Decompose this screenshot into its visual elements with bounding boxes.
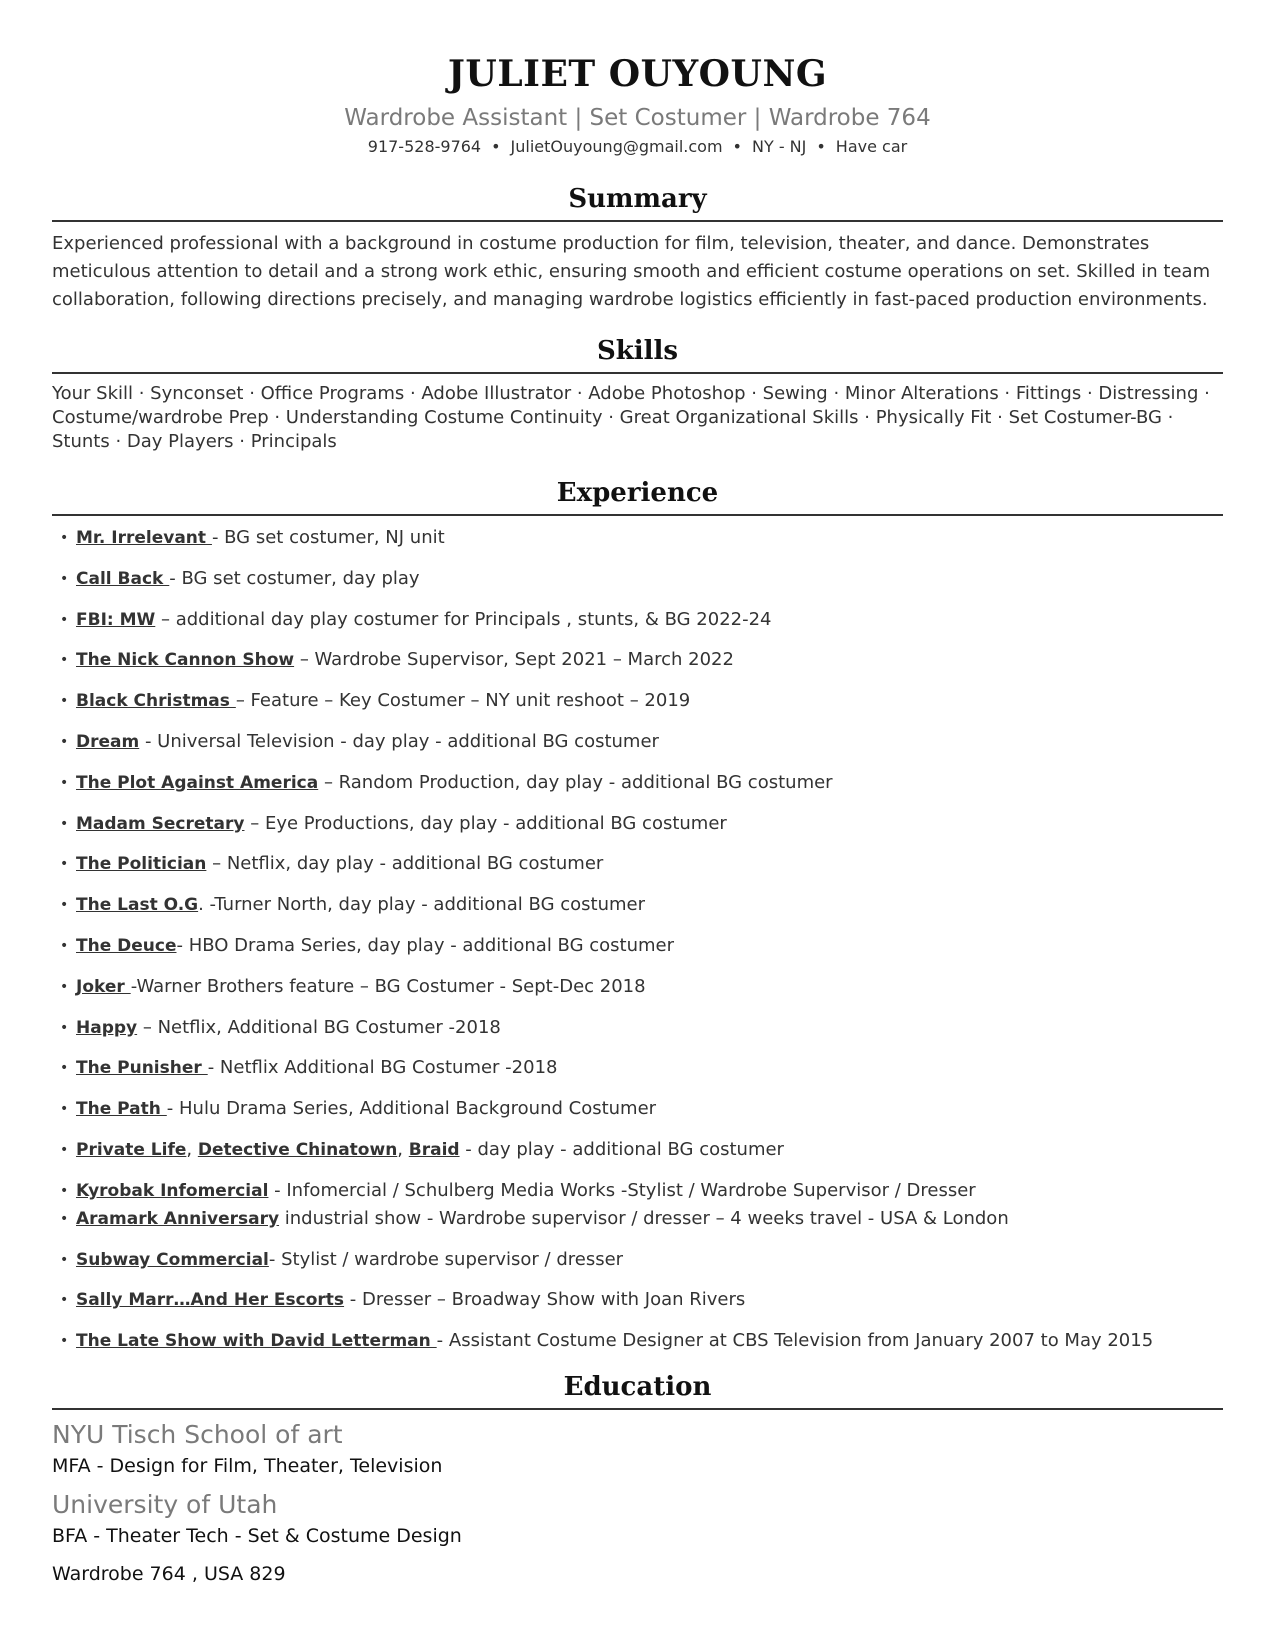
section-divider bbox=[52, 372, 1223, 374]
education-heading: Education bbox=[563, 1371, 712, 1402]
experience-section bbox=[52, 476, 1223, 1353]
experience-item: • Private Life, Detective Chinatown, Braid - day play - additional BG costumer bbox=[60, 1138, 1223, 1162]
credit-title[interactable]: Dream bbox=[76, 731, 140, 752]
credit-title[interactable]: The Punisher bbox=[76, 1058, 208, 1079]
credit-detail: - Stylist / wardrobe supervisor / dresser bbox=[268, 1248, 624, 1270]
degree: MFA - Design for Film, Theater, Television bbox=[52, 1454, 443, 1477]
skills-heading: Skills bbox=[596, 336, 679, 366]
credit-title[interactable]: Subway Commercial bbox=[76, 1249, 269, 1270]
credit-detail: - Netflix Additional BG Costumer -2018 bbox=[207, 1057, 558, 1079]
credit-detail: - Universal Television - day play - additional BG costumer bbox=[139, 730, 659, 752]
credit-title[interactable]: Kyrobak Infomercial bbox=[76, 1180, 269, 1201]
skills-section bbox=[52, 334, 1223, 454]
contact-separator: • bbox=[816, 137, 826, 156]
summary-heading: Summary bbox=[568, 184, 707, 214]
credit-title[interactable]: The Last O.G bbox=[76, 895, 199, 916]
skills-text: Your Skill · Synconset · Office Programs · Adobe Illustrator · Adobe Photoshop · Sewing · Minor Alterations · Fittings · Distressing · Costume/wardrobe Prep · Understanding Costume Continuity · Great Organizational Skills · Physically Fit · Set Costumer-BG · Stunts · Day Players · Principals bbox=[52, 383, 1210, 452]
credit-detail: – Netflix, Additional BG Costumer -2018 bbox=[137, 1016, 501, 1038]
credit-detail: -Warner Brothers feature – BG Costumer - Sept-Dec 2018 bbox=[130, 975, 646, 997]
experience-item bbox=[60, 1288, 1223, 1312]
experience-item bbox=[60, 975, 1223, 999]
school-name: University of Utah bbox=[52, 1489, 278, 1519]
experience-item bbox=[60, 1248, 1223, 1272]
credit-title[interactable]: Sally Marr…And Her Escorts bbox=[76, 1290, 345, 1311]
credit-title[interactable]: Joker bbox=[76, 976, 131, 997]
credit-detail: - Infomercial / Schulberg Media Works -Stylist / Wardrobe Supervisor / Dresser bbox=[268, 1179, 976, 1201]
credit-title[interactable]: Braid bbox=[408, 1139, 460, 1160]
experience-item bbox=[60, 893, 1223, 917]
experience-item bbox=[60, 648, 1223, 672]
education-section bbox=[52, 1370, 1223, 1588]
credit-detail: . -Turner North, day play - additional BG costumer bbox=[198, 894, 645, 916]
experience-item bbox=[60, 689, 1223, 713]
experience-list bbox=[52, 526, 1223, 1353]
experience-heading: Experience bbox=[556, 478, 719, 508]
credit-title[interactable]: The Path bbox=[76, 1099, 167, 1120]
credit-title[interactable]: Detective Chinatown bbox=[197, 1139, 398, 1160]
candidate-subtitle: Wardrobe Assistant | Set Costumer | Wardrobe 764 bbox=[344, 105, 931, 131]
credit-detail: – Feature – Key Costumer – NY unit reshoot – 2019 bbox=[235, 690, 691, 712]
credit-title[interactable]: Black Christmas bbox=[76, 691, 236, 712]
credit-title[interactable]: Aramark Anniversary bbox=[76, 1208, 280, 1229]
credit-title[interactable]: The Politician bbox=[76, 854, 207, 875]
contact-separator: • bbox=[732, 137, 742, 156]
section-divider bbox=[52, 220, 1223, 222]
credit-title[interactable]: Madam Secretary bbox=[76, 813, 245, 834]
credit-detail: – Eye Productions, day play - additional BG costumer bbox=[244, 812, 727, 834]
experience-item bbox=[60, 1016, 1223, 1040]
credit-detail: - day play - additional BG costumer bbox=[459, 1138, 784, 1160]
experience-item bbox=[60, 1179, 1223, 1203]
summary-section bbox=[52, 182, 1223, 314]
credit-detail: – Wardrobe Supervisor, Sept 2021 – March 2022 bbox=[294, 649, 734, 671]
contact-line bbox=[52, 134, 1223, 160]
candidate-name: JULIET OUYOUNG bbox=[447, 53, 828, 95]
section-divider bbox=[52, 1408, 1223, 1410]
summary-text: Experienced professional with a background in costume production for film, television, theater, and dance. Demonstrates meticulous attention to detail and a strong work ethic, ensuring smooth and efficient costume operations on set. Skilled in team collaboration, following directions precisely, and managing wardrobe logistics efficiently in fast-paced production environments. bbox=[52, 233, 1211, 310]
credit-title[interactable]: Private Life bbox=[76, 1139, 187, 1160]
experience-item bbox=[60, 1329, 1223, 1353]
credit-detail: – additional day play costumer for Principals , stunts, & BG 2022-24 bbox=[155, 608, 772, 630]
section-divider bbox=[52, 514, 1223, 516]
credit-detail: industrial show - Wardrobe supervisor / dresser – 4 weeks travel - USA & London bbox=[279, 1207, 1009, 1229]
credit-detail: – Netflix, day play - additional BG costumer bbox=[206, 853, 604, 875]
credit-title[interactable]: The Deuce bbox=[76, 935, 177, 956]
credit-detail: - Dresser – Broadway Show with Joan Rivers bbox=[344, 1289, 746, 1311]
credit-title[interactable]: FBI: MW bbox=[76, 609, 156, 630]
experience-item bbox=[60, 730, 1223, 754]
experience-item bbox=[60, 852, 1223, 876]
experience-item bbox=[60, 1207, 1223, 1231]
credit-title[interactable]: The Late Show with David Letterman bbox=[76, 1331, 437, 1352]
experience-item bbox=[60, 567, 1223, 591]
credit-title[interactable]: Happy bbox=[76, 1017, 138, 1038]
credit-detail: - Assistant Costume Designer at CBS Television from January 2007 to May 2015 bbox=[436, 1330, 1154, 1352]
experience-item bbox=[60, 1097, 1223, 1121]
experience-item bbox=[60, 526, 1223, 550]
experience-item bbox=[60, 1056, 1223, 1080]
credit-title[interactable]: Mr. Irrelevant bbox=[76, 528, 212, 548]
credit-detail: - HBO Drama Series, day play - additional BG costumer bbox=[176, 934, 675, 956]
experience-item bbox=[60, 934, 1223, 958]
credit-detail: - Hulu Drama Series, Additional Background Costumer bbox=[166, 1098, 657, 1120]
email-address[interactable]: JulietOuyoung@gmail.com bbox=[510, 137, 723, 156]
phone-number: 917-528-9764 bbox=[367, 137, 482, 156]
location: NY - NJ bbox=[751, 137, 807, 156]
experience-item bbox=[60, 812, 1223, 836]
credit-title[interactable]: The Nick Cannon Show bbox=[76, 650, 295, 671]
contact-separator: • bbox=[491, 137, 501, 156]
experience-item bbox=[60, 771, 1223, 795]
credit-detail: – Random Production, day play - additional BG costumer bbox=[318, 771, 833, 793]
degree: BFA - Theater Tech - Set & Costume Design bbox=[52, 1524, 462, 1547]
credit-detail: - BG set costumer, day play bbox=[169, 567, 420, 589]
credit-title[interactable]: The Plot Against America bbox=[76, 772, 319, 793]
transport-note: Have car bbox=[835, 137, 908, 156]
union-memberships: Wardrobe 764 , USA 829 bbox=[52, 1562, 286, 1585]
school-name: NYU Tisch School of art bbox=[52, 1419, 343, 1449]
credit-detail: - BG set costumer, NJ unit bbox=[211, 527, 445, 548]
experience-item bbox=[60, 608, 1223, 632]
credit-title[interactable]: Call Back bbox=[76, 568, 170, 589]
